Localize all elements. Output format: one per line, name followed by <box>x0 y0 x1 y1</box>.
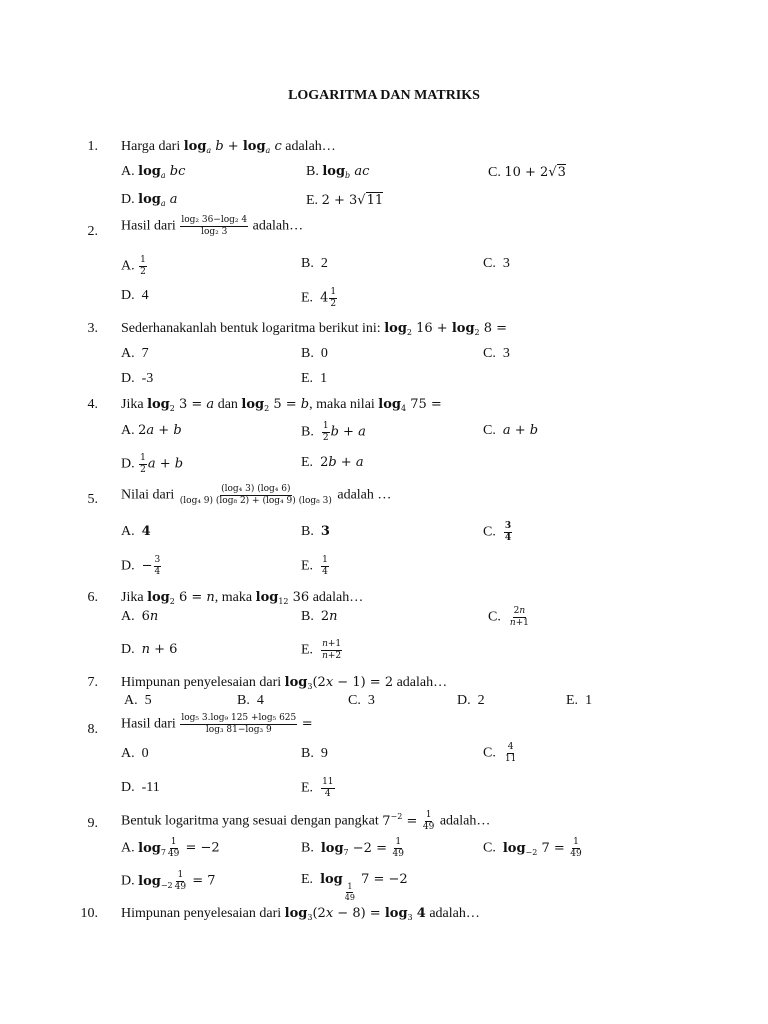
q9-option-a: A. $\log_7$ $\frac{1}{49}$ = −2 <box>121 837 220 859</box>
question-9-stem: Bentuk logaritma yang sesuai dengan pangkat $7^{-2}$ = $\frac{1}{49}$ adalah… <box>121 810 491 832</box>
q9-option-d: D. $\log_{-2}$ $\frac{1}{49}$ = 7 <box>121 870 216 892</box>
q2-stem-text: Hasil dari <box>121 218 176 234</box>
q2-option-d: D. 4 <box>121 288 149 303</box>
q1-option-e: E. 2 + 3√11 <box>306 193 384 208</box>
question-8-stem: Hasil dari $\frac{\text{log₅ 3.log₉ 125 +log₅ 625}}{\text{log₃ 81−log₃ 9}}$ = <box>121 713 313 735</box>
q8-option-d: D. -11 <box>121 780 160 795</box>
question-4-stem: Jika $\log_2 3 = a$ dan $\log_2 5 = b$, maka nilai $\log_4 75$ = <box>121 397 442 413</box>
q4-option-e: E. 2b + a <box>301 455 364 470</box>
q3-option-c: C. 3 <box>483 346 510 361</box>
q4-option-b: B. $\frac{1}{2}$ b + a <box>301 421 366 443</box>
q7-option-d: D. 2 <box>457 693 485 708</box>
q7-option-b: B. 4 <box>237 693 264 708</box>
question-number-8: 8. <box>87 722 98 737</box>
question-6-stem: Jika $\log_2 6 = n$, maka $\log_{12} 36$ adalah… <box>121 590 364 606</box>
question-number-9: 9. <box>87 816 98 831</box>
question-number-2: 2. <box>87 224 98 239</box>
q7-option-c: C. 3 <box>348 693 375 708</box>
q8-option-c: C. $\frac{4}{11}$ <box>483 742 517 764</box>
q4-option-d: D. $\frac{1}{2}$ a + b <box>121 453 184 475</box>
q6-option-e: E. $\frac{n+1}{n+2}$ <box>301 639 342 661</box>
q2-option-a: A. $\frac{1}{2}$ <box>121 255 146 277</box>
q1-option-b: B. $\log_b$ ac <box>306 164 370 180</box>
q6-option-a: A. 6n <box>121 609 159 624</box>
q1-option-a: A. $\log_a$ bc <box>121 164 186 180</box>
q9-option-e: E. log $\frac{1}{49}$ 7 = −2 <box>301 872 408 902</box>
q5-option-c: C. $\frac{3}{4}$ <box>483 521 512 543</box>
question-10-stem: Himpunan penyelesaian dari $\log_3(2x - 8) = \log_3 4$ adalah… <box>121 906 480 922</box>
q5-option-b: B. 3 <box>301 524 330 539</box>
question-1-stem: Harga dari $\log_a b + \log_a c$ adalah… <box>121 139 336 155</box>
q4-option-c: C. a + b <box>483 423 539 438</box>
q3-option-b: B. 0 <box>301 346 328 361</box>
question-number-1: 1. <box>87 139 98 154</box>
q1-adalah: adalah… <box>285 139 336 154</box>
q9-option-c: C. $\log_{-2} 7$ = $\frac{1}{49}$ <box>483 837 582 859</box>
q1-option-c: C. 10 + 2√3 <box>488 165 566 180</box>
q1-stem-text: Harga dari <box>121 139 181 154</box>
question-7-stem: Himpunan penyelesaian dari $\log_3(2x - 1) = 2$ adalah… <box>121 675 448 691</box>
question-2-stem: Hasil dari $\frac{\text{log₂ 36−log₂ 4}}{\text{log₂ 3}}$ adalah… <box>121 215 304 237</box>
q8-option-a: A. 0 <box>121 746 149 761</box>
q4-option-a: A. 2a + b <box>121 423 182 438</box>
q1-option-d: D. $\log_a a$ <box>121 192 178 208</box>
question-number-7: 7. <box>87 675 98 690</box>
q8-option-b: B. 9 <box>301 746 328 761</box>
q2-option-e: E. 4 $\frac{1}{2}$ <box>301 287 337 309</box>
question-number-5: 5. <box>87 492 98 507</box>
q3-option-d: D. -3 <box>121 371 154 386</box>
question-5-stem: Nilai dari $\frac{\text{(log₄ 3) (log₄ 6)}}{\text{(log₄ 9) (log₈ 2) + (log₄ 9) (log₈ 3)}}$ adalah … <box>121 484 392 506</box>
q2-option-b: B. 2 <box>301 256 328 271</box>
q6-option-b: B. 2n <box>301 609 338 624</box>
q3-option-a: A. 7 <box>121 346 149 361</box>
q7-option-a: A. 5 <box>124 693 152 708</box>
question-number-6: 6. <box>87 590 98 605</box>
q8-option-e: E. $\frac{11}{4}$ <box>301 777 334 799</box>
q3-option-e: E. 1 <box>301 371 328 386</box>
question-number-3: 3. <box>87 321 98 336</box>
q9-option-b: B. $\log_7 -2$ = $\frac{1}{49}$ <box>301 837 404 859</box>
question-number-4: 4. <box>87 397 98 412</box>
q5-option-e: E. $\frac{1}{4}$ <box>301 555 328 577</box>
question-3-stem: Sederhanakanlah bentuk logaritma berikut ini: $\log_2 16 + \log_2 8$ = <box>121 321 508 337</box>
q7-option-e: E. 1 <box>566 693 593 708</box>
page-title: LOGARITMA DAN MATRIKS <box>288 88 480 103</box>
q5-option-a: A. 4 <box>121 524 151 539</box>
q2-option-c: C. 3 <box>483 256 510 271</box>
question-number-10: 10. <box>80 906 98 921</box>
q6-option-c: C. $\frac{2n}{n+1}$ <box>488 606 529 628</box>
q6-option-d: D. n + 6 <box>121 642 178 657</box>
q5-option-d: D. − $\frac{3}{4}$ <box>121 555 161 577</box>
